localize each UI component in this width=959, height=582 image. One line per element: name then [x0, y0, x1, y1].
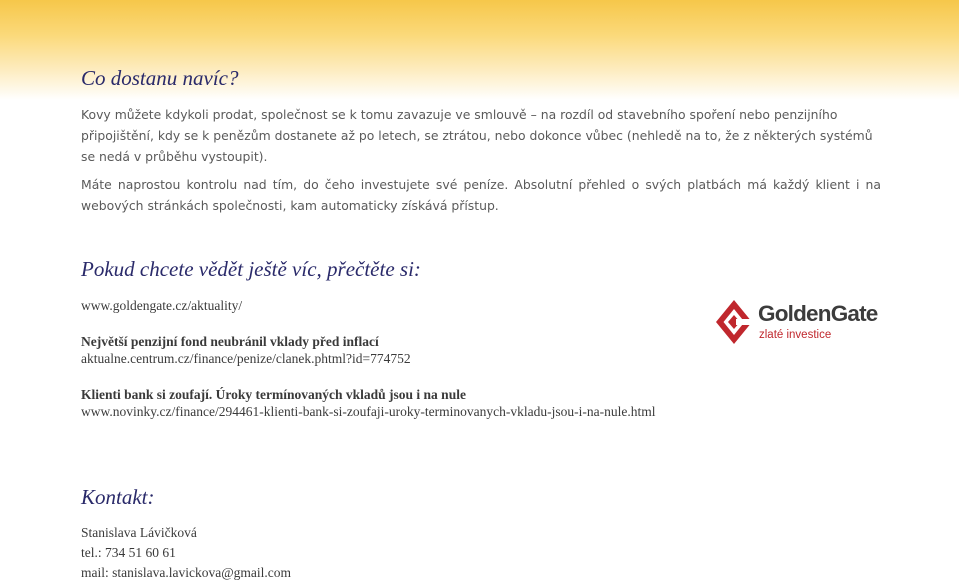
reference-link-goldengate[interactable]: www.goldengate.cz/aktuality/ [81, 298, 243, 313]
section-heading-extras: Co dostanu navíc? [81, 66, 239, 90]
contact-email[interactable]: mail: stanislava.lavickova@gmail.com [81, 565, 292, 580]
paragraph-selling-metals: Kovy můžete kdykoli prodat, společnost se k tomu zavazuje ve smlouvě – na rozdíl od stavebního spoření nebo penzijního připojištění, kdy se k penězům dostanete až po letech, se ztrátou, nebo dokonce vůbec (nehledě na to, že z některých systémů se nedá v průběhu vystoupit). [81, 107, 873, 164]
goldengate-logo-icon [714, 298, 754, 346]
section-heading-read-more: Pokud chcete vědět ještě víc, přečtěte si: [81, 257, 421, 281]
contact-phone: tel.: 734 51 60 61 [81, 545, 176, 560]
goldengate-logo [714, 296, 879, 348]
reference-title-pension-fund: Největší penzijní fond neubránil vklady před inflací [81, 334, 379, 349]
logo-wordmark: GoldenGate [758, 301, 878, 326]
logo-tagline: zlaté investice [759, 329, 832, 341]
contact-name: Stanislava Lávičková [81, 525, 197, 540]
reference-link-novinky[interactable]: www.novinky.cz/finance/294461-klienti-bank-si-zoufaji-uroky-terminovanych-vkladu-jsou-i-na-nule.html [81, 404, 656, 419]
section-heading-contact: Kontakt: [81, 485, 155, 509]
reference-title-bank-clients: Klienti bank si zoufají. Úroky termínovaných vkladů jsou i na nule [81, 387, 466, 402]
paragraph-control: Máte naprostou kontrolu nad tím, do čeho investujete své peníze. Absolutní přehled o svých platbách má každý klient i na webových stránkách společnosti, kam automaticky získává přístup. [81, 177, 881, 213]
reference-link-aktualne[interactable]: aktualne.centrum.cz/finance/penize/clanek.phtml?id=774752 [81, 351, 411, 366]
